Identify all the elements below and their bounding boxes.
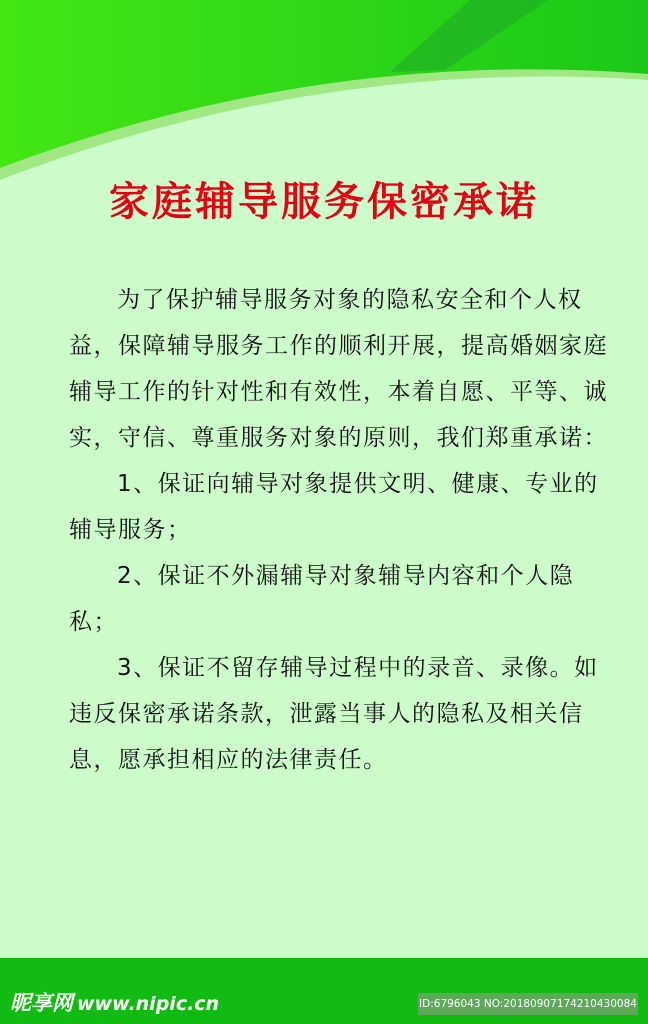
header-decoration: [0, 0, 648, 200]
commitment-body: [69, 277, 615, 783]
commitment-item-2: 2、保证不外漏辅导对象辅导内容和个人隐私；: [69, 563, 575, 635]
watermark-url: www.nipic.cn: [77, 993, 220, 1015]
page-title: 家庭辅导服务保密承诺: [109, 179, 539, 225]
watermark-id: ID:6796043 NO:20180907174210430084: [418, 993, 638, 1015]
intro-paragraph: 为了保护辅导服务对象的隐私安全和个人权益，保障辅导服务工作的顺利开展，提高婚姻家庭辅导工作的针对性和有效性，本着自愿、平等、诚实，守信、尊重服务对象的原则，我们郑重承诺：: [69, 287, 608, 451]
watermark-logo-text: 昵享网: [10, 991, 73, 1015]
commitment-item-1: 1、保证向辅导对象提供文明、健康、专业的辅导服务；: [69, 471, 599, 543]
watermark-logo: [10, 988, 219, 1019]
commitment-item-3: 3、保证不留存辅导过程中的录音、录像。如违反保密承诺条款，泄露当事人的隐私及相关信息，愿承担相应的法律责任。: [69, 655, 599, 773]
